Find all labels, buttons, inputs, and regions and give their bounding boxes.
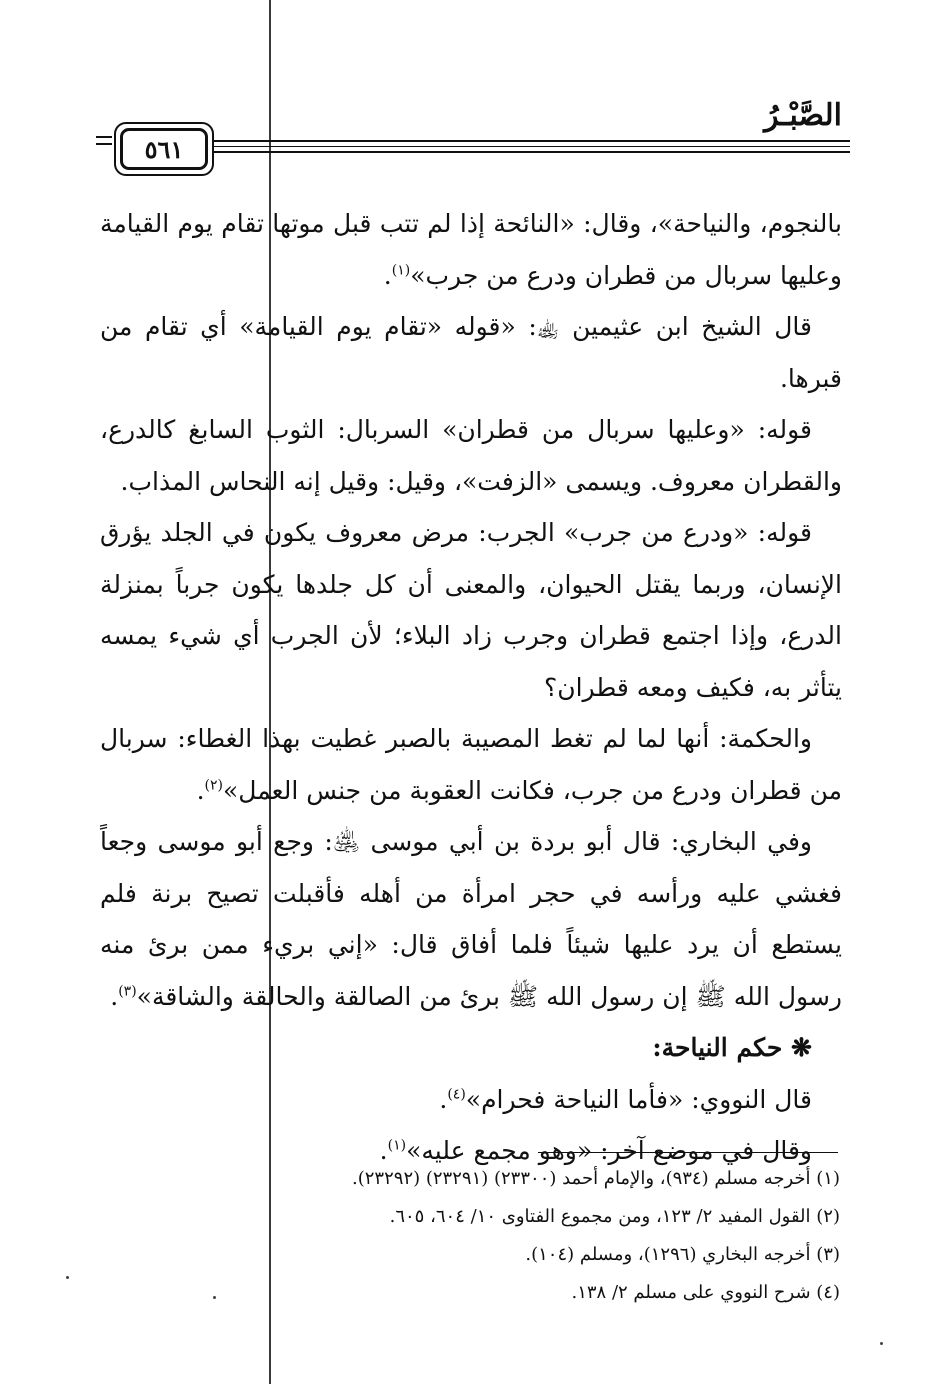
- paragraph: قوله: «وعليها سربال من قطران» السربال: الثوب السابغ كالدرع، والقطران معروف. ويسمى «الزفت»، وقيل: وقيل إنه النحاس المذاب.: [100, 415, 842, 496]
- footnote: (١) أخرجه مسلم (٩٣٤)، والإمام أحمد (٢٣٣٠٠) (٢٣٢٩١) (٢٣٢٩٢).: [352, 1168, 840, 1189]
- footnote-marker: (٤): [447, 1086, 466, 1103]
- paragraph: بالنجوم، والنياحة»، وقال: «النائحة إذا لم تتب قبل موتها تقام يوم القيامة وعليها سربال من قطران ودرع من جرب»$^{(١)}$.: [100, 209, 842, 290]
- paragraph: وفي البخاري: قال أبو بردة بن أبي موسى ﵁: وجع أبو موسى وجعاً فغشي عليه ورأسه في حجر امرأة من أهله فأقبلت تصيح برنة فلم يستطع أن يرد عليها شيئاً فلما أفاق قال: «إني بريء ممن برئ منه رسول الله ﷺ إن رسول الله ﷺ برئ من الصالقة والحالقة والشاقة»$^{(٣)}$.: [100, 827, 842, 1011]
- paragraph: وقال في موضع آخر: «وهو مجمع عليه»$^{(١)}$.: [379, 1136, 812, 1165]
- paragraph: قال الشيخ ابن عثيمين ﵀: «قوله «تقام يوم القيامة» أي تقام من قبرها.: [100, 312, 842, 393]
- running-title: الصَّبْـرُ: [764, 98, 842, 133]
- scan-speck: [213, 1296, 216, 1299]
- footnote-marker: (١): [387, 1137, 407, 1154]
- header-rule: [212, 138, 850, 154]
- paragraph: قوله: «ودرع من جرب» الجرب: مرض معروف يكون في الجلد يؤرق الإنسان، وربما يقتل الحيوان، والمعنى أن كل جلدها يكون جرباً بمنزلة الدرع، وإذا اجتمع قطران وجرب زاد البلاء؛ لأن الجرب أي شيء يمسه يتأثر به، فكيف ومعه قطران؟: [100, 518, 842, 702]
- section-heading: ❋ حكم النياحة:: [652, 1033, 812, 1062]
- scan-speck: [880, 1342, 883, 1345]
- page-number: ٥٦١: [120, 128, 208, 170]
- footnote-marker: (٢): [204, 777, 223, 794]
- footnote-marker: (٣): [118, 983, 137, 1000]
- footnote-marker: (١): [391, 262, 411, 279]
- footnote: (٣) أخرجه البخاري (١٢٩٦)، ومسلم (١٠٤).: [525, 1244, 840, 1265]
- footnote: (٤) شرح النووي على مسلم ٢/ ١٣٨.: [571, 1282, 840, 1303]
- scan-speck: [66, 1276, 69, 1279]
- page-number-frame: [114, 122, 214, 176]
- footnote: (٢) القول المفيد ٢/ ١٢٣، ومن مجموع الفتاوى ١٠/ ٦٠٤، ٦٠٥.: [389, 1206, 840, 1227]
- paragraph: والحكمة: أنها لما لم تغط المصيبة بالصبر غطيت بهذا الغطاء: سربال من قطران ودرع من جرب، فكانت العقوبة من جنس العمل»$^{(٢)}$.: [100, 724, 842, 805]
- footnote-divider: [538, 1152, 838, 1153]
- footnotes: [200, 1160, 840, 1312]
- body-text: [100, 198, 842, 1177]
- page-header: [96, 92, 850, 182]
- header-rule-end: [96, 136, 112, 154]
- paragraph: قال النووي: «فأما النياحة فحرام»$^{(٤)}$.: [439, 1084, 812, 1114]
